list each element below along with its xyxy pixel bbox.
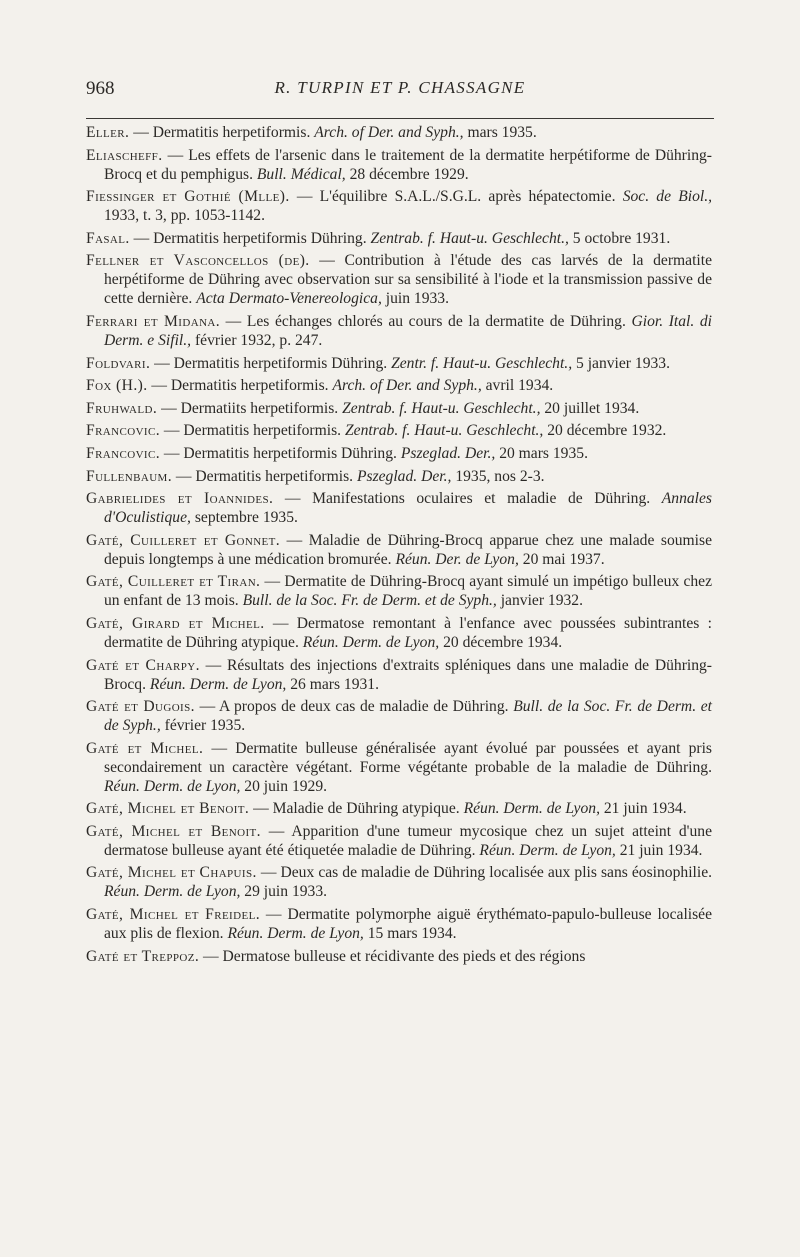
entry-title: L'équilibre S.A.L./S.G.L. après hépatectomie. — [319, 188, 616, 206]
entry-authors: Fasal. — [86, 229, 130, 247]
bibliography-entry: Gaté, Michel et Benoit. — Maladie de Dühring atypique. Réun. Derm. de Lyon, 21 juin 1934. — [86, 800, 687, 818]
bibliography-entry: Fullenbaum. — Dermatitis herpetiformis. Pszeglad. Der., 1935, nos 2-3. — [86, 467, 545, 485]
entry-authors: Fiessinger et Gothié (Mlle). — [86, 188, 290, 206]
entry-journal: Bull. Médical, — [256, 165, 346, 183]
entry-journal: Acta Dermato-Venereologica, — [196, 290, 382, 308]
entry-journal: Réun. Der. de Lyon, — [395, 550, 519, 568]
entry-authors: Francovic. — [86, 444, 161, 462]
entry-journal: Zentr. f. Haut-u. Geschlecht., — [391, 354, 573, 372]
entry-authors: Gaté, Girard et Michel. — [86, 614, 265, 632]
entry-title: Dermatitis herpetiformis Dühring. — [173, 354, 388, 372]
entry-date: janvier 1932. — [500, 592, 583, 610]
bibliography-entry: Gaté, Cuilleret et Tiran. — Dermatite de Dühring-Brocq ayant simulé un impétigo bulleux chez un enfant de 13 mois. Bull. de la Soc. Fr. de Derm. et de Syph., janvier 1932. — [86, 573, 712, 610]
entry-authors: Ferrari et Midana. — [86, 312, 221, 330]
bibliography-entry: Gaté et Michel. — Dermatite bulleuse généralisée ayant évolué par poussées et ayant pris secondairement un caractère végétant. Forme végétante probable de la maladie de Dühring. Réun. Derm. de Lyon, 20 juin 1929. — [86, 739, 713, 795]
page-number: 968 — [86, 78, 115, 99]
entry-date: juin 1933. — [385, 290, 449, 308]
entry-authors: Gaté, Cuilleret et Gonnet. — [86, 531, 281, 549]
entry-journal: Réun. Derm. de Lyon, — [104, 883, 241, 901]
bibliography-entry: Ferrari et Midana. — Les échanges chlorés au cours de la dermatite de Dühring. Gior. Ital. di Derm. e Sifil., février 1932, p. 247. — [86, 312, 713, 349]
running-title: R. TURPIN ET P. CHASSAGNE — [274, 78, 526, 97]
bibliography-entry: Gaté, Michel et Benoit. — Apparition d'une tumeur mycosique chez un sujet atteint d'une dermatose bulleuse ayant été étiquetée maladie de Dühring. Réun. Derm. de Lyon, 21 juin 1934. — [86, 822, 713, 859]
entry-authors: Eller. — [86, 124, 130, 141]
entry-authors: Fullenbaum. — [86, 467, 173, 485]
entry-date: 5 janvier 1933. — [576, 354, 670, 372]
entry-journal: Pszeglad. Der., — [356, 467, 452, 485]
entry-title: Dermatose remontant à l'enfance avec poussées subintrantes : dermatite de Dühring atypique. — [104, 614, 712, 651]
entry-date: 20 juillet 1934. — [544, 399, 640, 417]
entry-date: 29 juin 1933. — [244, 883, 328, 901]
entry-date: 28 décembre 1929. — [349, 165, 469, 183]
bibliography-entry: Eliascheff. — Les effets de l'arsenic dans le traitement de la dermatite herpétiforme de Dühring-Brocq et du pemphigus. Bull. Médical, 28 décembre 1929. — [86, 146, 712, 183]
bibliography-entry: Eller. — Dermatitis herpetiformis. Arch. of Der. and Syph., mars 1935. — [86, 124, 537, 141]
entry-journal: Annales d'Oculistique, — [104, 490, 713, 527]
entry-journal: Zentrab. f. Haut-u. Geschlecht., — [342, 399, 541, 417]
entry-authors: Francovic. — [86, 422, 161, 440]
bibliography-entry: Gaté et Treppoz. — Dermatose bulleuse et récidivante des pieds et des régions — [86, 947, 586, 965]
entry-title: Dermatitis herpetiformis. — [152, 124, 311, 141]
entry-journal: Pszeglad. Der., — [400, 444, 496, 462]
bibliography-entry: Fasal. — Dermatitis herpetiformis Dühring. Zentrab. f. Haut-u. Geschlecht., 5 octobre 1931. — [86, 229, 671, 247]
bibliography-entry: Francovic. — Dermatitis herpetiformis. Zentrab. f. Haut-u. Geschlecht., 20 décembre 1932. — [86, 422, 667, 440]
bibliography-entry: Francovic. — Dermatitis herpetiformis Dühring. Pszeglad. Der., 20 mars 1935. — [86, 444, 588, 462]
bibliography-entry: Fox (H.). — Dermatitis herpetiformis. Arch. of Der. and Syph., avril 1934. — [86, 377, 554, 395]
entry-date: 1935, nos 2-3. — [455, 467, 545, 485]
entry-authors: Gaté, Cuilleret et Tiran. — [86, 573, 261, 591]
bibliography-entry: Gaté, Michel et Freidel. — Dermatite polymorphe aiguë érythémato-papulo-bulleuse localisée aux plis de flexion. Réun. Derm. de Lyon, 15 mars 1934. — [86, 906, 713, 943]
bibliography-entry: Gaté, Michel et Chapuis. — Deux cas de maladie de Dühring localisée aux plis sans éosinophilie. Réun. Derm. de Lyon, 29 juin 1933. — [86, 864, 713, 901]
entry-date: 20 juin 1929. — [244, 777, 328, 795]
entry-title: Dermatitis herpetiformis Dühring. — [183, 444, 397, 462]
entry-title: Dermatite de Dühring-Brocq ayant simulé un impétigo bulleux chez un enfant de 13 mois. — [104, 573, 712, 610]
entry-title: Manifestations oculaires et maladie de Dühring. — [312, 490, 651, 508]
entry-authors: Eliascheff. — [86, 146, 163, 164]
entry-authors: Gaté et Michel. — [86, 739, 204, 757]
entry-date: 20 mai 1937. — [522, 550, 605, 568]
entry-journal: Réun. Derm. de Lyon, — [149, 675, 287, 693]
bibliography-entry: Fruhwald. — Dermatiits herpetiformis. Zentrab. f. Haut-u. Geschlecht., 20 juillet 1934. — [86, 399, 640, 417]
entry-title: Dermatite bulleuse généralisée ayant évolué par poussées et ayant pris secondairement un caractère végétant. Forme végétante probable de la maladie de Dühring. — [104, 739, 713, 776]
entry-journal: Bull. de la Soc. Fr. de Derm. et de Syph., — [104, 698, 712, 735]
entry-journal: Soc. de Biol., — [622, 188, 712, 206]
bibliography-entry: Gaté et Dugois. — A propos de deux cas de maladie de Dühring. Bull. de la Soc. Fr. de Derm. et de Syph., février 1935. — [86, 698, 712, 735]
entry-date: 20 décembre 1932. — [547, 422, 667, 440]
entry-date: 21 juin 1934. — [619, 841, 703, 859]
entry-authors: Fruhwald. — [86, 399, 158, 417]
entry-journal: Réun. Derm. de Lyon, — [227, 925, 364, 943]
bibliography-entry: Foldvari. — Dermatitis herpetiformis Dühring. Zentr. f. Haut-u. Geschlecht., 5 janvier 1933. — [86, 354, 670, 372]
entry-title: Maladie de Dühring atypique. — [272, 800, 460, 818]
entry-title: A propos de deux cas de maladie de Dühring. — [218, 698, 509, 716]
entry-journal: Gior. Ital. di Derm. e Sifil., — [104, 312, 713, 349]
entry-title: Les échanges chlorés au cours de la dermatite de Dühring. — [246, 312, 626, 330]
entry-title: Dermatitis herpetiformis. — [195, 467, 354, 485]
entry-date: 20 décembre 1934. — [443, 633, 563, 651]
entry-date: mars 1935. — [467, 124, 537, 141]
entry-authors: Gaté et Treppoz. — [86, 947, 200, 965]
bibliography-list — [86, 123, 712, 969]
entry-date: septembre 1935. — [194, 509, 298, 527]
bibliography-entry: Gaté, Girard et Michel. — Dermatose remontant à l'enfance avec poussées subintrantes : dermatite de Dühring atypique. Réun. Derm. de Lyon, 20 décembre 1934. — [86, 614, 712, 651]
bibliography-entry: Gaté et Charpy. — Résultats des injections d'extraits spléniques dans une maladie de Dühring-Brocq. Réun. Derm. de Lyon, 26 mars 1931. — [86, 656, 712, 693]
entry-date: février 1935. — [164, 717, 246, 735]
entry-title: Dermatiits herpetiformis. — [180, 399, 339, 417]
bibliography-entry: Gabrielides et Ioannides. — Manifestations oculaires et maladie de Dühring. Annales d'Oculistique, septembre 1935. — [86, 490, 713, 527]
entry-authors: Gaté et Dugois. — [86, 698, 195, 716]
entry-journal: Réun. Derm. de Lyon, — [463, 800, 600, 818]
bibliography-entry: Fiessinger et Gothié (Mlle). — L'équilibre S.A.L./S.G.L. après hépatectomie. Soc. de Biol., 1933, t. 3, pp. 1053-1142. — [86, 188, 712, 225]
header-rule — [86, 118, 714, 119]
entry-title: Dermatose bulleuse et récidivante des pieds et des régions — [222, 947, 586, 965]
entry-authors: Fellner et Vasconcellos (de). — [86, 252, 310, 270]
entry-title: Deux cas de maladie de Dühring localisée aux plis sans éosinophilie. — [280, 864, 713, 882]
entry-date: février 1932, p. 247. — [194, 331, 323, 349]
entry-authors: Gaté et Charpy. — [86, 656, 200, 674]
entry-journal: Zentrab. f. Haut-u. Geschlecht., — [370, 229, 569, 247]
entry-authors: Fox (H.). — [86, 377, 148, 395]
entry-journal: Bull. de la Soc. Fr. de Derm. et de Syph., — [242, 592, 497, 610]
entry-date: avril 1934. — [485, 377, 554, 395]
entry-authors: Foldvari. — [86, 354, 151, 372]
entry-date: 26 mars 1931. — [290, 675, 380, 693]
bibliography-entry: Fellner et Vasconcellos (de). — Contribution à l'étude des cas larvés de la dermatite herpétiforme de Dühring avec observation sur sa sensibilité à l'iode et la transmission passive de cette dernière. Acta Dermato-Venereologica, juin 1933. — [86, 252, 712, 308]
entry-title: Dermatitis herpetiformis. — [183, 422, 342, 440]
entry-journal: Réun. Derm. de Lyon, — [104, 777, 241, 795]
entry-authors: Gaté, Michel et Benoit. — [86, 800, 250, 818]
entry-authors: Gabrielides et Ioannides. — [86, 490, 274, 508]
entry-journal: Réun. Derm. de Lyon, — [302, 633, 440, 651]
entry-date: 5 octobre 1931. — [572, 229, 671, 247]
entry-journal: Zentrab. f. Haut-u. Geschlecht., — [344, 422, 544, 440]
entry-title: Dermatitis herpetiformis. — [170, 377, 329, 395]
entry-authors: Gaté, Michel et Benoit. — [86, 822, 261, 840]
entry-date: 21 juin 1934. — [603, 800, 687, 818]
entry-authors: Gaté, Michel et Freidel. — [86, 906, 261, 924]
page-header — [86, 78, 714, 108]
entry-date: 1933, t. 3, pp. 1053-1142. — [104, 207, 265, 225]
entry-journal: Réun. Derm. de Lyon, — [479, 841, 616, 859]
entry-journal: Arch. of Der. and Syph., — [332, 377, 482, 395]
entry-journal: Arch. of Der. and Syph., — [314, 124, 464, 141]
entry-title: Dermatite polymorphe aiguë érythémato-papulo-bulleuse localisée aux plis de flexion. — [104, 906, 713, 943]
entry-authors: Gaté, Michel et Chapuis. — [86, 864, 257, 882]
entry-title: Les effets de l'arsenic dans le traitement de la dermatite herpétiforme de Dühring-Brocq et du pemphigus. — [104, 146, 712, 183]
entry-title: Apparition d'une tumeur mycosique chez un sujet atteint d'une dermatose bulleuse ayant été étiquetée maladie de Dühring. — [104, 822, 713, 859]
entry-title: Dermatitis herpetiformis Dühring. — [153, 229, 367, 247]
bibliography-entry: Gaté, Cuilleret et Gonnet. — Maladie de Dühring-Brocq apparue chez une malade soumise depuis longtemps à une médication bromurée. Réun. Der. de Lyon, 20 mai 1937. — [86, 531, 713, 568]
entry-date: 15 mars 1934. — [367, 925, 457, 943]
entry-title: Maladie de Dühring-Brocq apparue chez une malade soumise depuis longtemps à une médication bromurée. — [104, 531, 713, 568]
entry-title: Résultats des injections d'extraits spléniques dans une maladie de Dühring-Brocq. — [104, 656, 712, 693]
entry-title: Contribution à l'étude des cas larvés de la dermatite herpétiforme de Dühring avec observation sur sa sensibilité à l'iode et la transmission passive de cette dernière. — [104, 252, 712, 308]
entry-date: 20 mars 1935. — [499, 444, 588, 462]
